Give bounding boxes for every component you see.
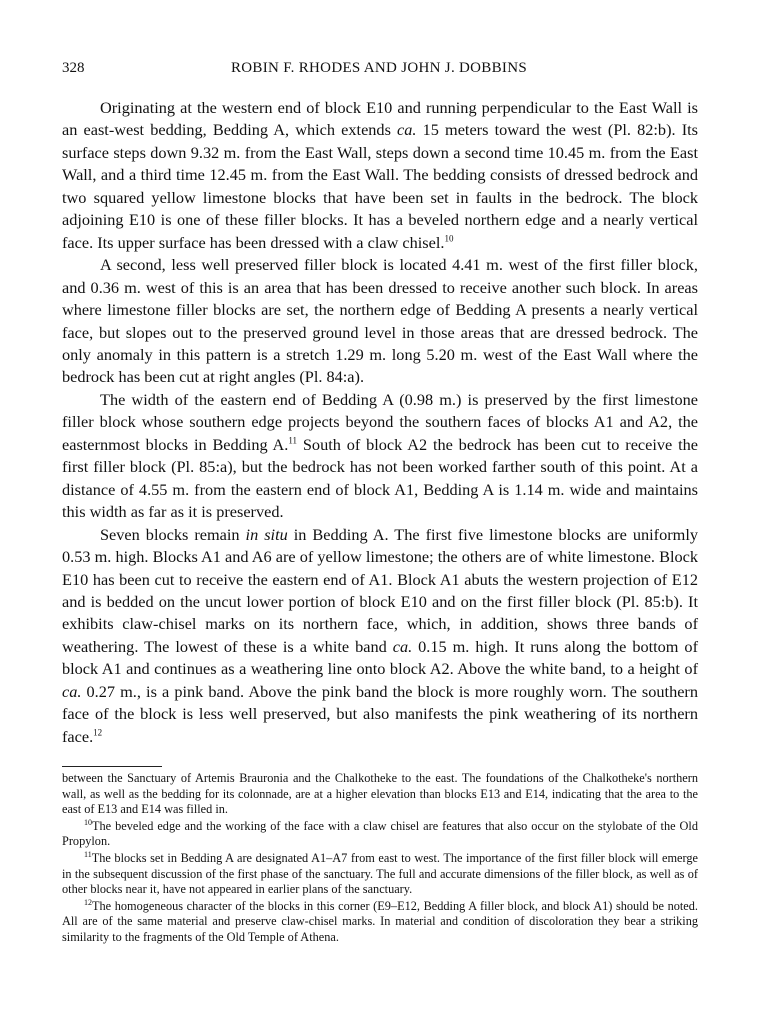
footnote-ref: 12: [93, 727, 103, 738]
text-run: The homogeneous character of the blocks in this corner (E9–E12, Bedding A filler block, and block A1) should be noted. All are of the same material and preserve claw-chisel marks. In material and condition of discoloration they bear a striking similarity to the fragments of the Old Temple of Athena.: [62, 898, 698, 944]
text-run: The beveled edge and the working of the face with a claw chisel are features that also occur on the stylobate of the Old Propylon.: [62, 818, 698, 849]
footnote-ref: 10: [444, 233, 454, 244]
text-run: 0.15 m. high. It runs along the bottom of block A1 and continues as a weathering line onto block A2. Above the white band, to a height of: [62, 636, 698, 679]
text-run: between the Sanctuary of Artemis Brauronia and the Chalkotheke to the east. The foundations of the Chalkotheke's northern wall, as well as the bedding for its colonnade, are at a higher elevation than blocks E13 and E14, indicating that the area to the east of E13 and E14 was filled in.: [62, 771, 698, 817]
footnotes: [62, 771, 698, 947]
text-run: in Bedding A. The first five limestone blocks are uniformly 0.53 m. high. Blocks A1 and A6 are of yellow limestone; the others are of white limestone. Block E10 has been cut to receive the eastern end of A1. Block A1 abuts the western projection of E12 and is bedded on the uncut lower portion of block E10 and on the first filler block (Pl. 85:b). It exhibits claw-chisel marks on its northern face, which, in addition, shows three bands of weathering. The lowest of these is a white band: [62, 524, 698, 656]
page-header: [62, 60, 696, 82]
italic-text: ca.: [392, 636, 413, 656]
footnote-ref: 11: [84, 849, 92, 859]
italic-text: ca.: [397, 120, 417, 140]
page-number: 328: [62, 60, 85, 76]
body-text: [62, 97, 698, 748]
text-run: A second, less well preserved filler block is located 4.41 m. west of the first filler block, and 0.36 m. west of this is an area that has been dressed to receive another such block. In areas where limestone filler blocks are set, the northern edge of Bedding A presents a nearly vertical face, but slopes out to the preserved ground level in those areas that are dressed bedrock. The only anomaly in this pattern is a stretch 1.29 m. long 5.20 m. west of the East Wall where the bedrock has been cut at right angles (Pl. 84:a).: [62, 255, 698, 387]
paragraph: [62, 254, 698, 389]
running-title: ROBIN F. RHODES AND JOHN J. DOBBINS: [230, 60, 527, 76]
footnote-ref: 12: [84, 897, 92, 907]
footnote-divider: [62, 766, 162, 767]
paragraph: [62, 524, 698, 749]
text-run: Originating at the western end of block E10 and running perpendicular to the East Wall is an east-west bedding, Bedding A, which extends: [62, 98, 698, 140]
text-run: 0.27 m., is a pink band. Above the pink band the block is more roughly worn. The southern face of the block is less well preserved, but also manifests the pink weathering of its northern face.: [62, 681, 698, 746]
paragraph: [62, 97, 698, 254]
paragraph: [62, 389, 698, 524]
footnote: [62, 851, 698, 898]
footnote: [62, 819, 698, 850]
text-run: Seven blocks remain: [100, 524, 246, 544]
footnote-ref: 10: [84, 817, 92, 827]
text-run: 15 meters toward the west (Pl. 82:b). Its surface steps down 9.32 m. from the East Wall, steps down a second time 10.45 m. from the East Wall, and a third time 12.45 m. from the East Wall. The bedding consists of dressed bedrock and two squared yellow limestone blocks that have been set in faults in the bedrock. The block adjoining E10 is one of these filler blocks. It has a beveled northern edge and a nearly vertical face. Its upper surface has been dressed with a claw chisel.: [62, 120, 698, 252]
italic-text: in situ: [245, 524, 288, 544]
footnote-ref: 11: [288, 435, 298, 446]
text-run: The width of the eastern end of Bedding A (0.98 m.) is preserved by the first limestone filler block whose southern edge projects beyond the southern faces of blocks A1 and A2, the easternmost blocks in Bedding A.: [62, 389, 698, 454]
footnote: [62, 899, 698, 946]
footnote-continuation: [62, 771, 698, 818]
text-run: South of block A2 the bedrock has been cut to receive the first filler block (Pl. 85:a), but the bedrock has not been worked farther south of this point. At a distance of 4.55 m. from the eastern end of block A1, Bedding A is 1.14 m. wide and maintains this width as far as it is preserved.: [62, 434, 698, 522]
italic-text: ca.: [62, 681, 82, 701]
text-run: The blocks set in Bedding A are designated A1–A7 from east to west. The importance of the first filler block will emerge in the subsequent discussion of the first phase of the sanctuary. The full and accurate dimensions of the filler block, as well as of other blocks near it, have not appeared in earlier plans of the sanctuary.: [62, 850, 698, 897]
